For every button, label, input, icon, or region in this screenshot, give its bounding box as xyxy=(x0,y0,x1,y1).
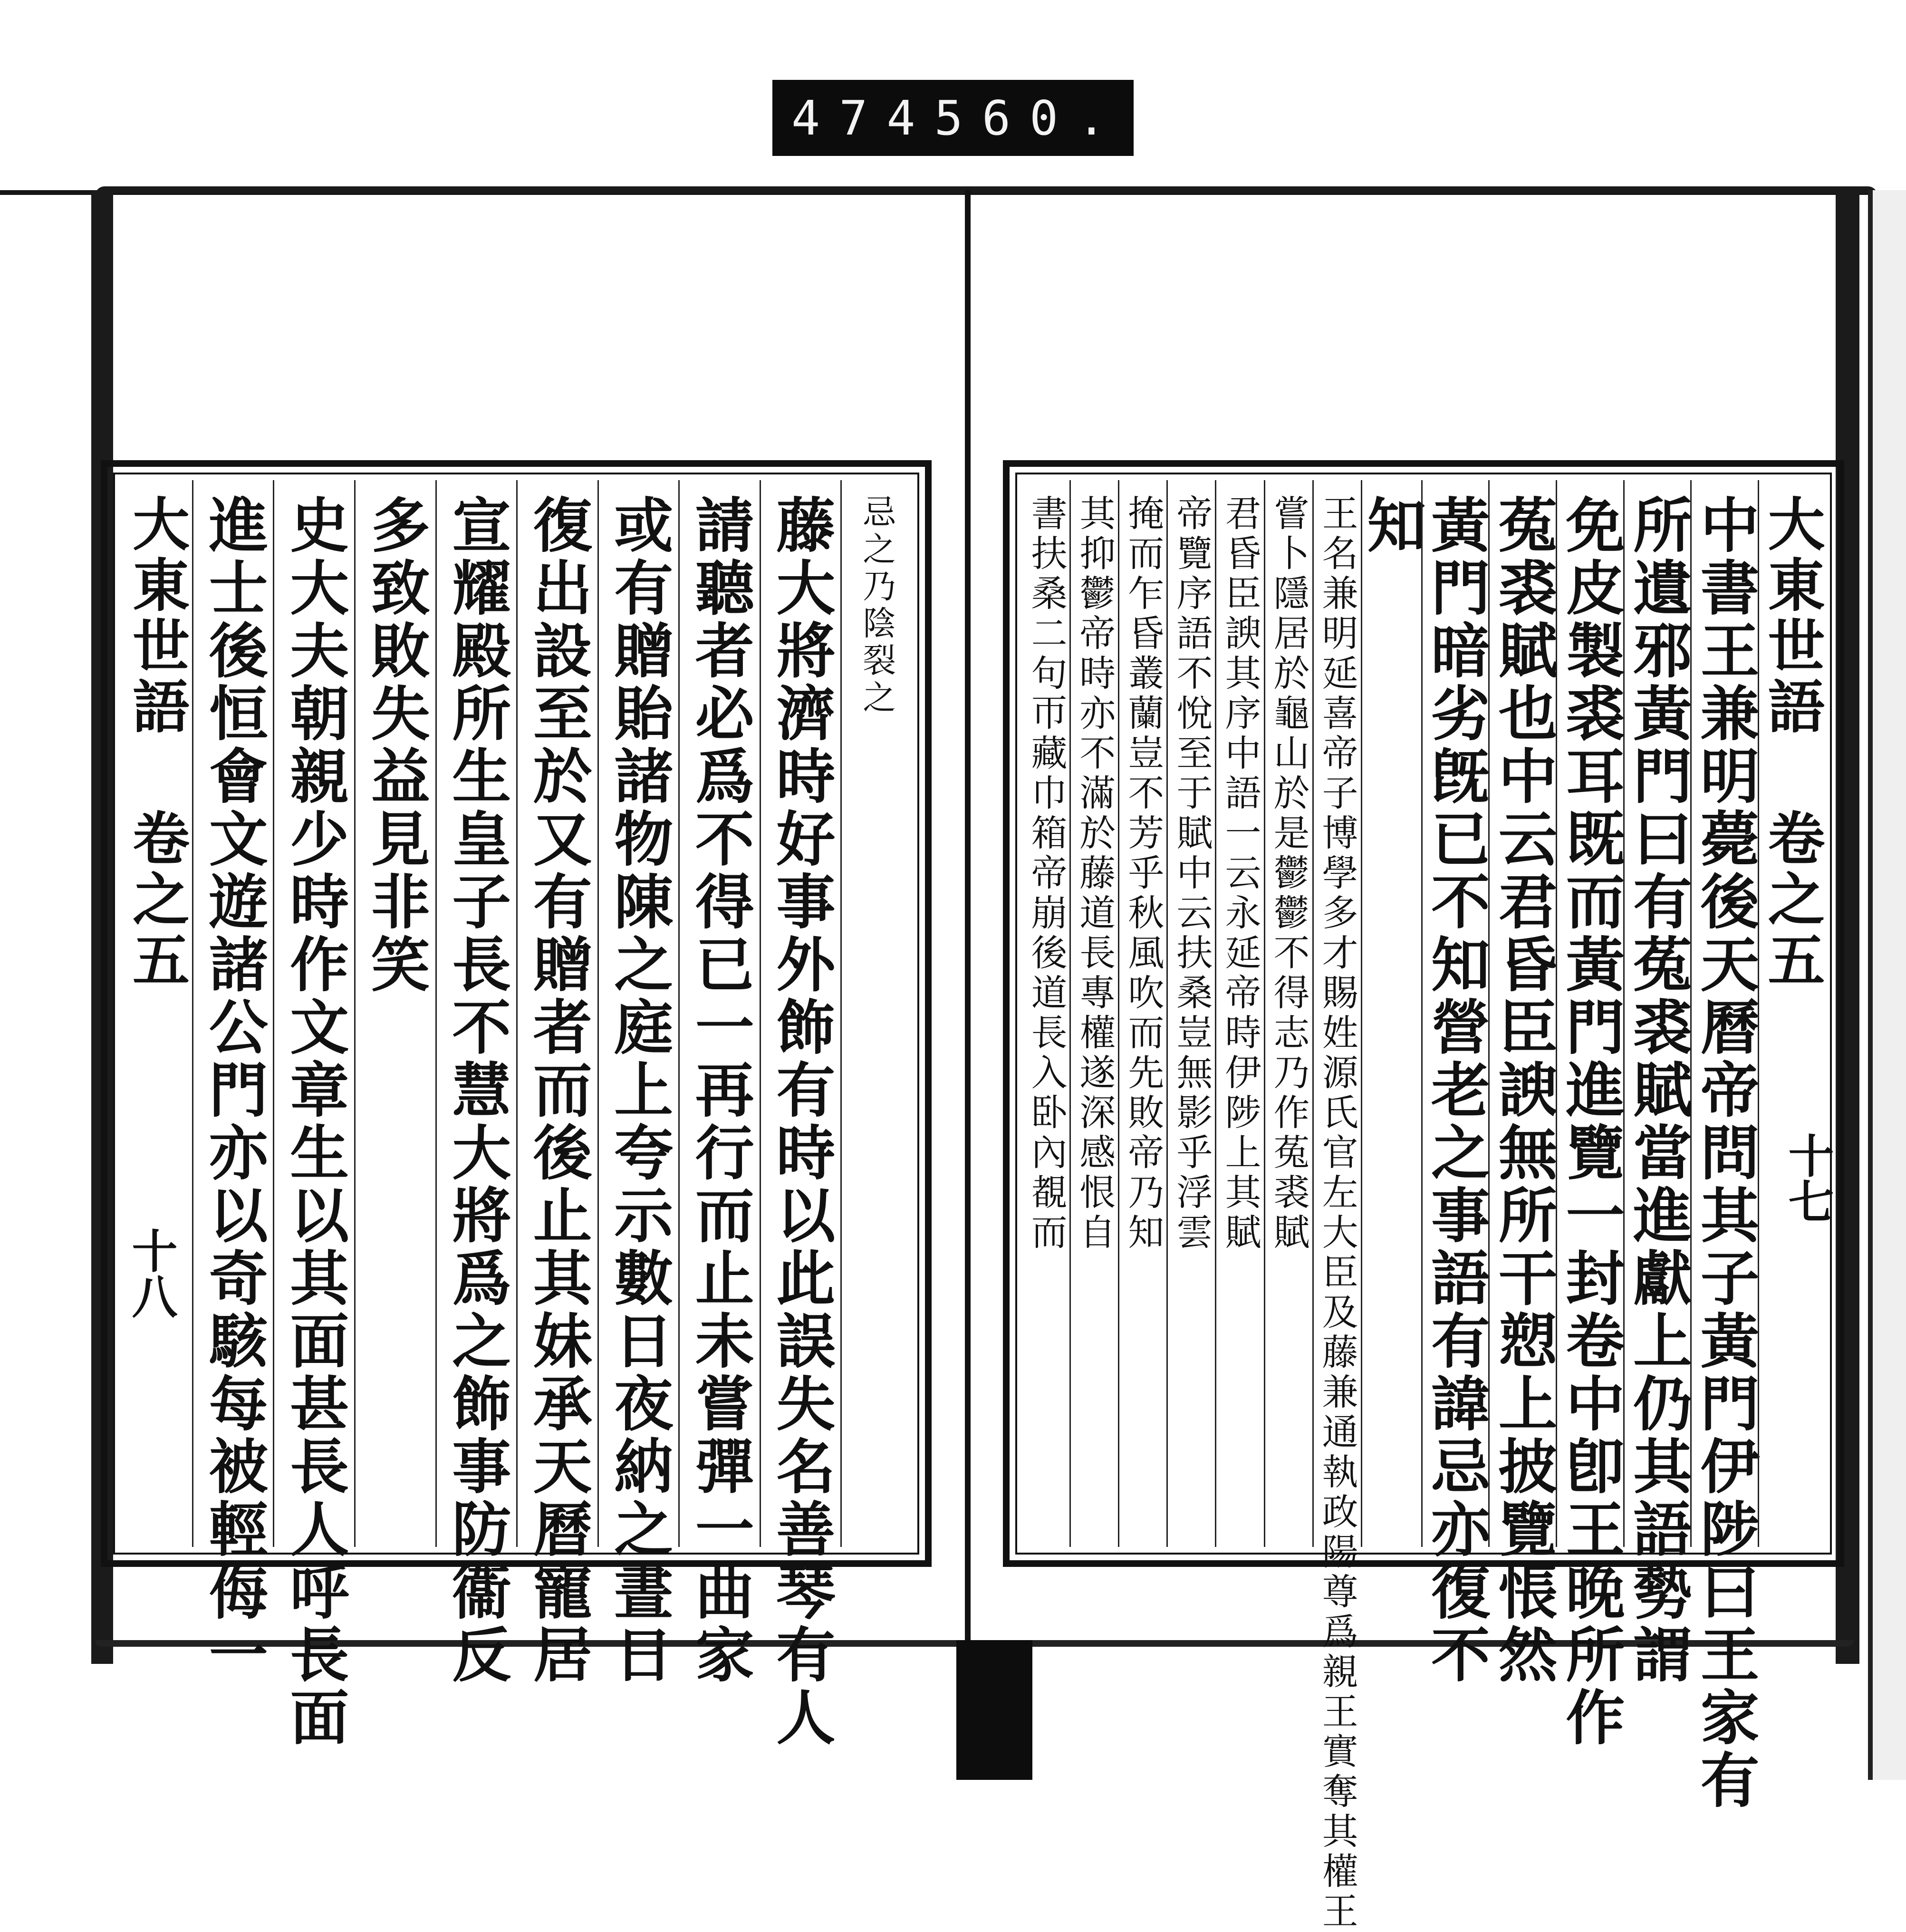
right-col-9 xyxy=(1215,480,1263,1547)
column-text: 或有贈貽諸物陳之庭上夸示數日夜納之晝日 xyxy=(604,494,674,1687)
column-text: 史大夫朝親少時作文章生以其面甚長人呼長面 xyxy=(280,494,349,1749)
left-col-9 xyxy=(192,480,273,1687)
column-text: 復出設至於又有贈者而後止其妹承天曆寵居 xyxy=(523,494,592,1687)
column-text: 免皮製裘耳既而黃門進覽一封卷中卽王晚所作 xyxy=(1556,494,1625,1749)
column-text: 其抑鬱帝時亦不滿於藤道長專權遂深感恨自 xyxy=(1073,494,1116,1253)
left-page-header-column xyxy=(121,480,192,1547)
right-col-13 xyxy=(1023,480,1069,1547)
left-col-6 xyxy=(435,480,517,1687)
left-col-3 xyxy=(678,480,760,1687)
archive-number-left: 474 xyxy=(791,90,934,146)
column-text: 書扶桑二句帀藏巾箱帝崩後道長入卧內覩而 xyxy=(1025,494,1068,1253)
left-col-4 xyxy=(597,480,679,1687)
column-text: 菟裘賦也中云君昏臣諛無所干愬上披覽悵然 xyxy=(1488,494,1558,1687)
right-col-10 xyxy=(1166,480,1215,1547)
left-page-columns xyxy=(121,480,912,1749)
book-top-edge xyxy=(95,186,1877,212)
left-col-8 xyxy=(273,480,354,1749)
column-text: 知 xyxy=(1357,494,1426,557)
right-col-2 xyxy=(1623,480,1692,1687)
column-text: 君昏臣諛其序中語一云永延帝時伊陟上其賦 xyxy=(1219,494,1261,1253)
column-text: 忌之乃陰裂之 xyxy=(857,494,896,717)
right-page-header: 大東世語 卷之五 xyxy=(1758,494,1826,991)
left-col-5 xyxy=(516,480,597,1687)
column-text: 藤大將濟時好事外飾有時以此誤失名善琴有人 xyxy=(766,494,836,1749)
book-gutter xyxy=(965,190,971,1780)
archive-number-right: 560. xyxy=(934,90,1125,146)
right-page-number: 十七 xyxy=(1781,1132,1835,1224)
right-col-3 xyxy=(1556,480,1625,1749)
left-col-2 xyxy=(760,480,841,1749)
right-col-7 xyxy=(1312,480,1361,1932)
book-outer-edge xyxy=(1868,190,1906,1780)
left-page-number: 十八 xyxy=(125,1227,178,1319)
right-col-8 xyxy=(1264,480,1312,1547)
column-text: 掩而乍昏叢蘭豈不芳乎秋風吹而先敗帝乃知 xyxy=(1122,494,1165,1253)
right-col-5 xyxy=(1421,480,1490,1687)
right-page-header-column xyxy=(1758,480,1824,1547)
right-page-frame xyxy=(1003,460,1844,1932)
left-col-7 xyxy=(354,480,435,1547)
column-text: 帝覽序語不悅至于賦中云扶桑豈無影乎浮雲 xyxy=(1170,494,1213,1253)
right-col-1 xyxy=(1690,480,1760,1812)
column-text: 嘗卜隱居於龜山於是鬱鬱不得志乃作菟裘賦 xyxy=(1268,494,1310,1253)
column-text: 王名兼明延喜帝子博學多才賜姓源氏官左大臣及藤兼通執政陽尊爲親王實奪其權王 xyxy=(1316,494,1359,1932)
left-page-frame xyxy=(101,460,932,1749)
left-page-header: 大東世語 卷之五 xyxy=(123,494,190,991)
right-col-4 xyxy=(1488,480,1558,1687)
column-text: 進士後恒會文遊諸公門亦以奇駭每被輕侮一 xyxy=(199,494,268,1687)
right-col-12 xyxy=(1069,480,1118,1547)
column-text: 宣耀殿所生皇子長不慧大將爲之飾事防衞反 xyxy=(442,494,511,1687)
column-text: 黃門暗劣旣已不知營老之事語有諱忌亦復不 xyxy=(1421,494,1490,1687)
right-col-11 xyxy=(1118,480,1166,1547)
column-text: 多致敗失益見非笑 xyxy=(361,494,430,996)
gutter-shadow xyxy=(956,1640,1032,1780)
column-text: 所遺邪黃門曰有菟裘賦當進獻上仍其語勢謂 xyxy=(1623,494,1692,1687)
column-text: 請聽者必爲不得已一再行而止未嘗彈一曲家 xyxy=(685,494,754,1687)
left-col-1 xyxy=(840,480,912,1547)
right-col-6 xyxy=(1357,480,1426,1547)
right-page-columns xyxy=(1023,480,1826,1932)
column-text: 中書王兼明薨後天曆帝問其子黃門伊陟曰王家有 xyxy=(1690,494,1760,1812)
archive-number-label xyxy=(772,80,1134,156)
